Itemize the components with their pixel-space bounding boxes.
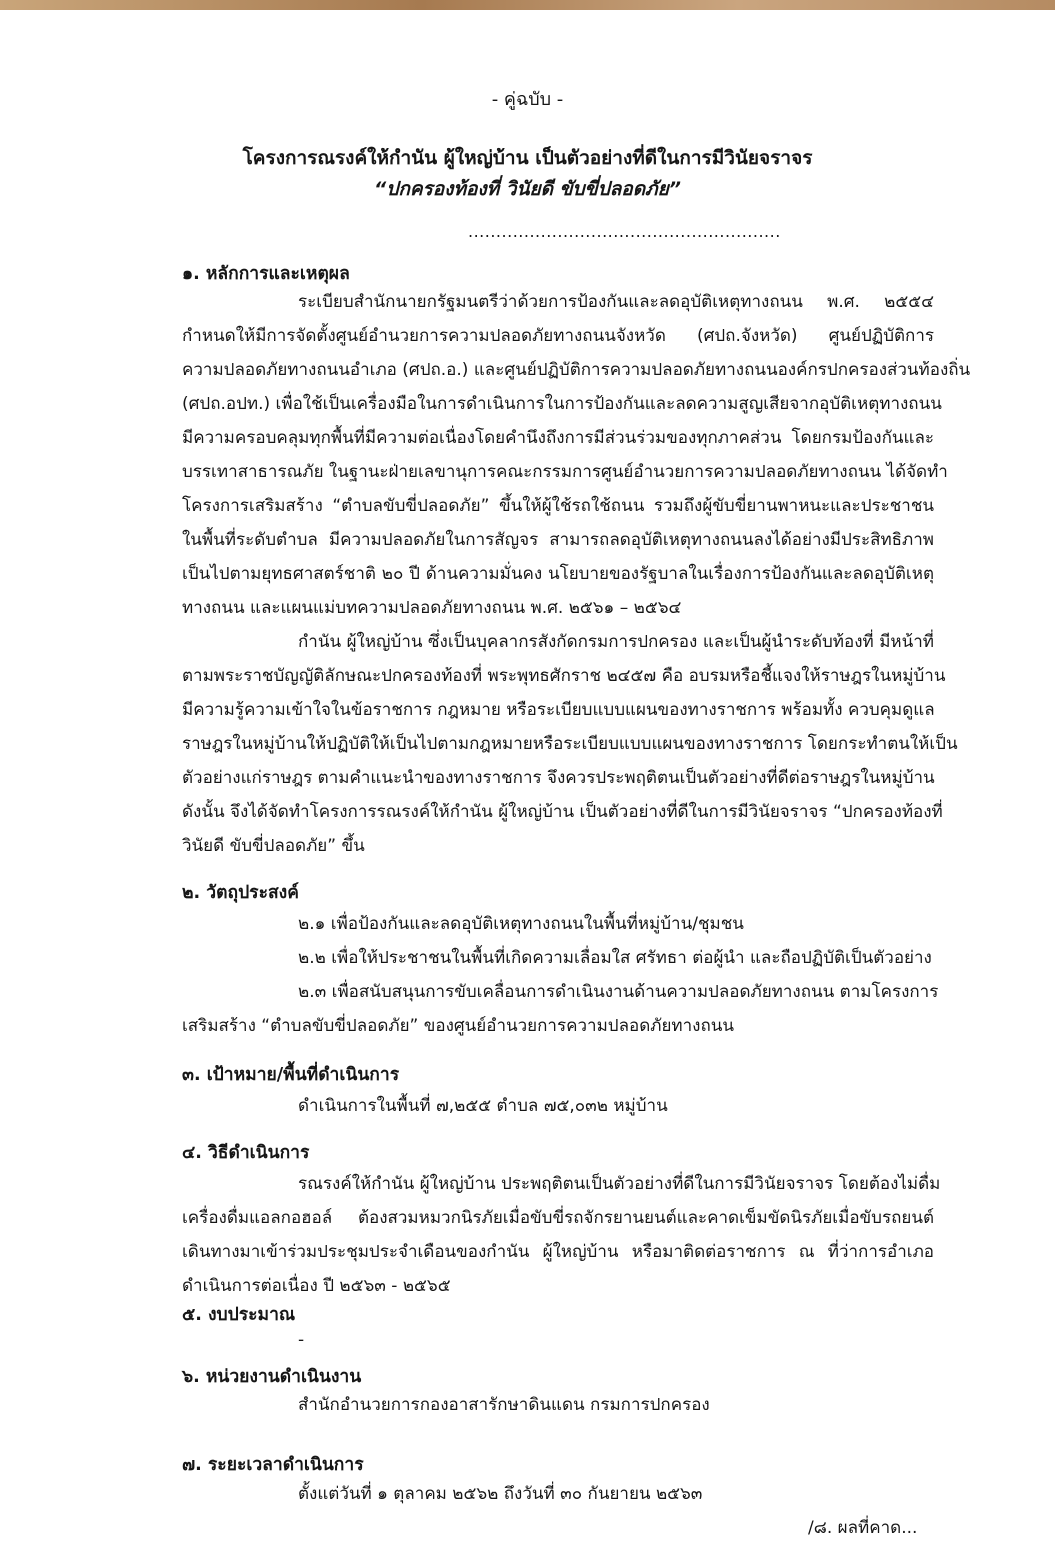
period-text: ตั้งแต่วันที่ ๑ ตุลาคม ๒๕๖๒ ถึงวันที่ ๓๐ กันยายน ๒๕๖๓: [298, 1484, 703, 1504]
agency-text: สำนักอำนวยการกองอาสารักษาดินแดน กรมการปกครอง: [298, 1395, 710, 1415]
paragraph-line: ระเบียบสำนักนายกรัฐมนตรีว่าด้วยการป้องกันและลดอุบัติเหตุทางถนน พ.ศ. ๒๕๕๔: [298, 292, 934, 312]
method-line: เครื่องดื่มแอลกอฮอล์ ต้องสวมหมวกนิรภัยเมื่อขับขี่รถจักรยานยนต์และคาดเข็มขัดนิรภัยเมื่อขับรถยนต์: [182, 1208, 934, 1228]
paragraph-line: ตามพระราชบัญญัติลักษณะปกครองท้องที่ พระพุทธศักราช ๒๔๕๗ คือ อบรมหรือชี้แจงให้ราษฎรในหมู่บ้าน: [182, 666, 946, 686]
paragraph-line: ดังนั้น จึงได้จัดทำโครงการรณรงค์ให้กำนัน ผู้ใหญ่บ้าน เป็นตัวอย่างที่ดีในการมีวินัยจราจร “ปกครองท้องที่: [182, 802, 943, 822]
project-title: โครงการณรงค์ให้กำนัน ผู้ใหญ่บ้าน เป็นตัวอย่างที่ดีในการมีวินัยจราจร: [242, 147, 813, 169]
objective-item: ๒.๒ เพื่อให้ประชาชนในพื้นที่เกิดความเลื่อมใส ศรัทธา ต่อผู้นำ และถือปฏิบัติเป็นตัวอย่าง: [298, 948, 932, 968]
method-line: เดินทางมาเข้าร่วมประชุมประจำเดือนของกำนัน ผู้ใหญ่บ้าน หรือมาติดต่อราชการ ณ ที่ว่าการอำเภอ: [182, 1242, 934, 1262]
paragraph-line: ทางถนน และแผนแม่บทความปลอดภัยทางถนน พ.ศ. ๒๕๖๑ – ๒๕๖๔: [182, 598, 682, 618]
paragraph-line: ตัวอย่างแก่ราษฎร ตามคำแนะนำของทางราชการ จึงควรประพฤติตนเป็นตัวอย่างที่ดีต่อราษฎรในหมู่บ้าน: [182, 768, 935, 788]
section-3-heading: ๓. เป้าหมาย/พื้นที่ดำเนินการ: [182, 1065, 400, 1085]
objective-item: ๒.๑ เพื่อป้องกันและลดอุบัติเหตุทางถนนในพื้นที่หมู่บ้าน/ชุมชน: [298, 914, 744, 934]
paragraph-line: กำหนดให้มีการจัดตั้งศูนย์อำนวยการความปลอดภัยทางถนนจังหวัด (ศปถ.จังหวัด) ศูนย์ปฏิบัติการ: [182, 326, 934, 346]
objective-item: ๒.๓ เพื่อสนับสนุนการขับเคลื่อนการดำเนินงานด้านความปลอดภัยทางถนน ตามโครงการ: [298, 982, 939, 1002]
paragraph-line: เป็นไปตามยุทธศาสตร์ชาติ ๒๐ ปี ด้านความมั่นคง นโยบายของรัฐบาลในเรื่องการป้องกันและลดอุบัติเหตุ: [182, 564, 934, 584]
copy-mark: - คู่ฉบับ -: [491, 89, 564, 110]
section-2-heading: ๒. วัตถุประสงค์: [182, 883, 299, 903]
section-1-heading: ๑. หลักการและเหตุผล: [182, 264, 350, 284]
budget-text: -: [298, 1330, 305, 1350]
paragraph-line: มีความรู้ความเข้าใจในข้อราชการ กฎหมาย หรือระเบียบแบบแผนของทางราชการ พร้อมทั้ง ควบคุมดูแล: [182, 700, 935, 720]
target-area-text: ดำเนินการในพื้นที่ ๗,๒๕๕ ตำบล ๗๕,๐๓๒ หมู่บ้าน: [298, 1096, 668, 1116]
section-6-heading: ๖. หน่วยงานดำเนินงาน: [182, 1367, 362, 1387]
next-page-marker: /๘. ผลที่คาด...: [808, 1518, 918, 1538]
paragraph-line: ราษฎรในหมู่บ้านให้ปฏิบัติให้เป็นไปตามกฎหมายหรือระเบียบแบบแผนของทางราชการ โดยกระทำตนให้เป็น: [182, 734, 958, 754]
paragraph-line: ในพื้นที่ระดับตำบล มีความปลอดภัยในการสัญจร สามารถลดอุบัติเหตุทางถนนลงได้อย่างมีประสิทธิภาพ: [182, 530, 934, 550]
objective-item-continued: เสริมสร้าง “ตำบลขับขี่ปลอดภัย” ของศูนย์อำนวยการความปลอดภัยทางถนน: [182, 1016, 734, 1036]
paragraph-line: กำนัน ผู้ใหญ่บ้าน ซึ่งเป็นบุคลากรสังกัดกรมการปกครอง และเป็นผู้นำระดับท้องที่ มีหน้าที่: [298, 632, 934, 652]
section-4-heading: ๔. วิธีดำเนินการ: [182, 1143, 310, 1163]
paragraph-line: มีความครอบคลุมทุกพื้นที่มีความต่อเนื่องโดยคำนึงถึงการมีส่วนร่วมของทุกภาคส่วน โดยกรมป้องกันและ: [182, 428, 934, 448]
section-5-heading: ๕. งบประมาณ: [182, 1305, 296, 1325]
project-slogan: “ปกครองท้องที่ วินัยดี ขับขี่ปลอดภัย”: [374, 178, 681, 200]
method-line: รณรงค์ให้กำนัน ผู้ใหญ่บ้าน ประพฤติตนเป็นตัวอย่างที่ดีในการมีวินัยจราจร โดยต้องไม่ดื่ม: [298, 1174, 941, 1194]
method-line: ดำเนินการต่อเนื่อง ปี ๒๕๖๓ - ๒๕๖๕: [182, 1276, 451, 1296]
paragraph-line: โครงการเสริมสร้าง “ตำบลขับขี่ปลอดภัย” ขึ้นให้ผู้ใช้รถใช้ถนน รวมถึงผู้ขับขี่ยานพาหนะและประชาชน: [182, 496, 934, 516]
paragraph-line: ความปลอดภัยทางถนนอำเภอ (ศปถ.อ.) และศูนย์ปฏิบัติการความปลอดภัยทางถนนองค์กรปกครองส่วนท้องถิ่น: [182, 360, 971, 380]
title-separator: ........................................................: [468, 222, 781, 241]
paragraph-line: (ศปถ.อปท.) เพื่อใช้เป็นเครื่องมือในการดำเนินการในการป้องกันและลดความสูญเสียจากอุบัติเหตุทางถนน: [182, 394, 942, 414]
paragraph-line: บรรเทาสาธารณภัย ในฐานะฝ่ายเลขานุการคณะกรรมการศูนย์อำนวยการความปลอดภัยทางถนน ได้จัดทำ: [182, 462, 948, 482]
paragraph-line: วินัยดี ขับขี่ปลอดภัย” ขึ้น: [182, 836, 365, 856]
section-7-heading: ๗. ระยะเวลาดำเนินการ: [182, 1455, 364, 1475]
